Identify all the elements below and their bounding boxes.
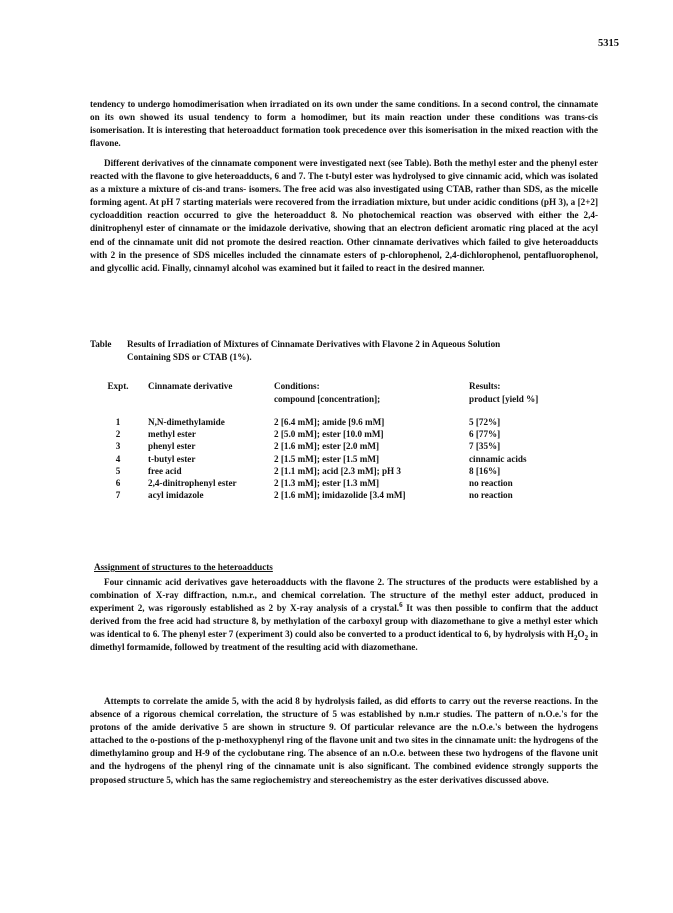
paragraph-3-part-b: It was then possible to confirm that the adduct derived from the free acid had structure 8, by methylation of the carboxyl group with diazomethane to give a methyl ester which was identical to 6. The phenyl ester 7 (experiment 3) could also be converted to a product identical to 6, by hydrolysis with H xyxy=(90,603,598,640)
cell-result: no reaction xyxy=(469,478,513,489)
header-conditions: Conditions: xyxy=(274,381,320,391)
paragraph-3-part-c: O xyxy=(577,629,585,640)
header-conditions-sub: compound [concentration]; xyxy=(274,394,381,404)
subscript: 2 xyxy=(573,634,578,643)
cell-conditions: 2 [6.4 mM]; amide [9.6 mM] xyxy=(274,417,385,427)
cell-derivative: acyl imidazole xyxy=(148,490,204,501)
table-row xyxy=(94,440,599,452)
cell-expt: 7 xyxy=(115,490,121,501)
cell-conditions: 2 [1.1 mM]; acid [2.3 mM]; pH 3 xyxy=(274,465,401,476)
table-row xyxy=(94,428,599,440)
cell-result: 6 [77%] xyxy=(469,429,501,440)
cell-expt: 5 xyxy=(115,465,121,476)
header-results-sub: product [yield %] xyxy=(469,394,539,404)
cell-derivative: N,N-dimethylamide xyxy=(148,417,225,427)
cell-expt: 4 xyxy=(115,453,121,464)
paragraph-1: tendency to undergo homodimerisation when irradiated on its own under the same conditions. In a second control, the cinnamate on its own showed its usual tendency to form a homodimer, but its main reaction under these conditions was trans-cis isomerisation. It is interesting that heteroadduct formation took precedence over this isomerisation in the mixed reaction with the flavone. xyxy=(90,99,598,149)
cell-result: cinnamic acids xyxy=(469,453,527,464)
header-results: Results: xyxy=(469,381,501,391)
cell-conditions: 2 [1.3 mM]; ester [1.3 mM] xyxy=(274,478,379,489)
results-table xyxy=(94,380,599,501)
header-derivative: Cinnamate derivative xyxy=(148,381,233,391)
table-row xyxy=(94,477,599,489)
cell-result: no reaction xyxy=(469,490,513,501)
table-caption-line-2: Containing SDS or CTAB (1%). xyxy=(127,352,252,362)
section-heading: Assignment of structures to the heteroadducts xyxy=(94,562,273,572)
reference-marker: 6 xyxy=(399,601,403,610)
table-row xyxy=(94,416,599,428)
cell-derivative: t-butyl ester xyxy=(148,453,196,464)
table-row xyxy=(94,465,599,477)
cell-expt: 2 xyxy=(115,429,121,440)
paragraph-3-part-a: Four cinnamic acid derivatives gave heteroadducts with the flavone 2. The structures of the products were established by a combination of X-ray diffraction, n.m.r., and chemical correlation. The structure of the methyl ester adduct, produced in experiment 2, was rigorously established as 2 by X-ray analysis of a crystal. xyxy=(90,577,598,614)
cell-expt: 3 xyxy=(115,441,121,452)
page-number: 5315 xyxy=(598,38,619,49)
paragraph-3 xyxy=(90,576,598,655)
cell-conditions: 2 [1.6 mM]; imidazolide [3.4 mM] xyxy=(274,490,406,501)
table-row xyxy=(94,453,599,465)
table-header-row xyxy=(94,380,599,393)
cell-derivative: free acid xyxy=(148,465,182,476)
paragraph-3-part-d: in dimethyl formamide, followed by treatment of the resulting acid with diazomethane. xyxy=(90,629,598,653)
table-header-row-2 xyxy=(94,393,599,406)
cell-expt: 1 xyxy=(115,417,121,427)
cell-expt: 6 xyxy=(115,478,121,489)
cell-conditions: 2 [1.5 mM]; ester [1.5 mM] xyxy=(274,453,379,464)
cell-result: 7 [35%] xyxy=(469,441,501,452)
table-row xyxy=(94,489,599,501)
table-caption-line-1: Results of Irradiation of Mixtures of Cinnamate Derivatives with Flavone 2 in Aqueous Solution xyxy=(127,339,501,349)
cell-derivative: phenyl ester xyxy=(148,441,196,452)
table-label: Table xyxy=(90,339,112,349)
cell-conditions: 2 [1.6 mM]; ester [2.0 mM] xyxy=(274,441,379,452)
table-caption xyxy=(90,338,610,364)
paragraph-4: Attempts to correlate the amide 5, with the acid 8 by hydrolysis failed, as did efforts to carry out the reverse reactions. In the absence of a rigorous chemical correlation, the structure of 5 was established by n.m.r studies. The pattern of n.O.e.'s for the protons of the amide derivative 5 are shown in structure 9. Of particular relevance are the n.O.e.'s between the hydrogens attached to the o-postions of the p-methoxyphenyl ring of the flavone unit and two sites in the cinnamate unit: the hydrogens of the dimethylamino group and H-9 of the cyclobutane ring. The absence of an n.O.e. between these two hydrogens of the flavone unit and the hydrogens of the phenyl ring of the cinnamate unit is also significant. The combined evidence strongly supports the proposed structure 5, which has the same regiochemistry and stereochemistry as the ester derivatives discussed above. xyxy=(90,696,598,785)
paragraph-2: Different derivatives of the cinnamate component were investigated next (see Table). Both the methyl ester and the phenyl ester reacted with the flavone to give heteroadducts, 6 and 7. The t-butyl ester was hydrolysed to give cinnamic acid, which was isolated as a mixture a mixture of cis-and trans- isomers. The free acid was also investigated using CTAB, rather than SDS, as the micelle forming agent. At pH 7 starting materials were recovered from the irradiation mixture, but under acidic conditions (pH 3), a [2+2] cycloaddition reaction occurred to give the heteroadduct 8. No photochemical reaction was observed with either the 2,4-dinitrophenyl ester of cinnamate or the imidazole derivative, showing that an electron deficient aromatic ring placed at the acyl end of the cinnamate unit did not promote the desired reaction. Other cinnamate derivatives which failed to give heteroadducts with 2 in the presence of SDS micelles included the cinnamate esters of p-chlorophenol, 2,4-dichlorophenol, pentafluorophenol, and glycollic acid. Finally, cinnamyl alcohol was examined but it failed to react in the desired manner. xyxy=(90,158,598,273)
cell-conditions: 2 [5.0 mM]; ester [10.0 mM] xyxy=(274,429,384,440)
cell-result: 5 [72%] xyxy=(469,417,501,427)
cell-result: 8 [16%] xyxy=(469,465,501,476)
cell-derivative: 2,4-dinitrophenyl ester xyxy=(148,478,237,489)
header-expt: Expt. xyxy=(107,381,129,391)
cell-derivative: methyl ester xyxy=(148,429,196,440)
subscript: 2 xyxy=(584,634,589,643)
